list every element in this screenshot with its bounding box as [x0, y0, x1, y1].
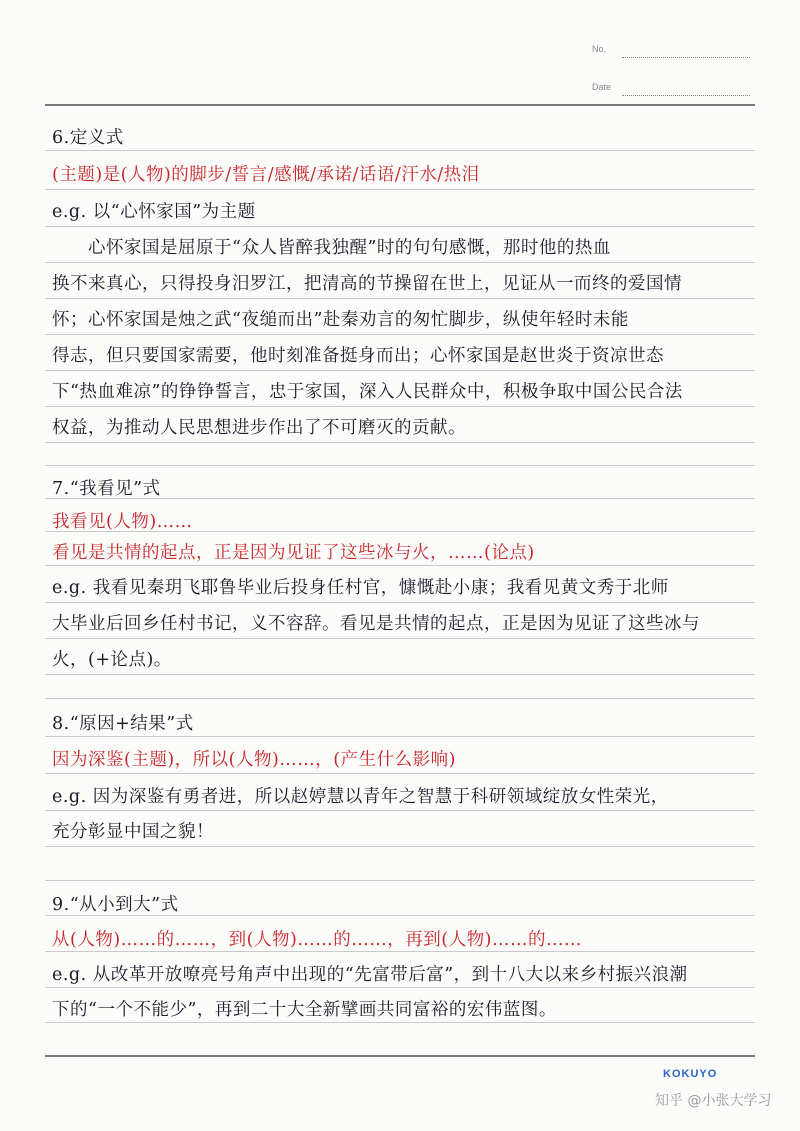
section-9-example-line-2: 下的“一个不能少”，再到二十大全新擘画共同富裕的宏伟蓝图。 [52, 1000, 557, 1020]
ruled-line [45, 1022, 755, 1023]
section-7-example-line-2: 大毕业后回乡任村书记，义不容辞。看见是共情的起点，正是因为见证了这些冰与 [52, 614, 700, 634]
ruled-line [45, 262, 755, 263]
section-6-heading: 6.定义式 [52, 128, 124, 148]
ruled-line [45, 370, 755, 371]
section-6-example-line-2: 换不来真心，只得投身汨罗江，把清高的节操留在世上，见证从一而终的爱国情 [52, 274, 682, 294]
section-6-template: (主题)是(人物)的脚步/誓言/感慨/承诺/话语/汗水/热泪 [52, 165, 480, 185]
ruled-line [45, 773, 755, 774]
section-9-template: 从(人物)……的……，到(人物)……的……，再到(人物)……的…… [52, 930, 582, 950]
ruled-line [45, 442, 755, 443]
brand-logo: KOKUYO [663, 1068, 718, 1080]
top-rule [45, 104, 755, 106]
ruled-line [45, 880, 755, 881]
ruled-line [45, 987, 755, 988]
ruled-line [45, 189, 755, 190]
ruled-line [45, 334, 755, 335]
watermark: 知乎 @小张大学习 [655, 1093, 772, 1109]
section-7-example-line-3: 火，(+论点)。 [52, 650, 172, 670]
ruled-line [45, 846, 755, 847]
ruled-line [45, 565, 755, 566]
no-field [622, 57, 750, 58]
ruled-line [45, 298, 755, 299]
section-6-example-line-5: 下“热血难凉”的铮铮誓言，忠于家国，深入人民群众中，积极争取中国公民合法 [52, 382, 683, 402]
ruled-line [45, 465, 755, 466]
section-7-template: 我看见(人物)…… [52, 512, 193, 532]
section-6-example-line-6: 权益，为推动人民思想进步作出了不可磨灭的贡献。 [52, 418, 466, 438]
ruled-line [45, 638, 755, 639]
section-6-example-intro: e.g. 以“心怀家国”为主题 [52, 202, 256, 222]
ruled-line [45, 698, 755, 699]
no-label: No. [592, 44, 607, 54]
section-9-heading: 9.“从小到大”式 [52, 895, 179, 915]
section-9-example-line-1: e.g. 从改革开放嘹亮号角声中出现的“先富带后富”，到十八大以来乡村振兴浪潮 [52, 965, 688, 985]
ruled-line [45, 226, 755, 227]
section-6-example-line-4: 得志，但只要国家需要，他时刻准备挺身而出；心怀家国是赵世炎于资凉世态 [52, 346, 664, 366]
section-7-example-line-1: e.g. 我看见秦玥飞耶鲁毕业后投身任村官，慷慨赴小康；我看见黄文秀于北师 [52, 578, 669, 598]
date-label: Date [592, 82, 612, 92]
section-8-example-line-2: 充分彰显中国之貌！ [52, 822, 214, 842]
ruled-line [45, 951, 755, 952]
ruled-line [45, 150, 755, 151]
ruled-line [45, 736, 755, 737]
date-field [622, 95, 750, 96]
section-6-example-line-3: 怀；心怀家国是烛之武“夜缒而出”赴秦劝言的匆忙脚步，纵使年轻时未能 [52, 310, 629, 330]
section-8-heading: 8.“原因+结果”式 [52, 714, 194, 734]
section-8-example-line-1: e.g. 因为深鉴有勇者进，所以赵婷慧以青年之智慧于科研领域绽放女性荣光， [52, 787, 669, 807]
bottom-rule [45, 1055, 755, 1057]
section-7-argument-template: 看见是共情的起点，正是因为见证了这些冰与火，……(论点) [52, 543, 535, 563]
section-8-template: 因为深鉴(主题)，所以(人物)……，(产生什么影响) [52, 750, 456, 770]
section-6-example-line-1: 心怀家国是屈原于“众人皆醉我独醒”时的句句感慨，那时他的热血 [88, 238, 611, 258]
ruled-line [45, 674, 755, 675]
ruled-line [45, 810, 755, 811]
ruled-line [45, 406, 755, 407]
section-7-heading: 7.“我看见”式 [52, 479, 161, 499]
ruled-line [45, 602, 755, 603]
